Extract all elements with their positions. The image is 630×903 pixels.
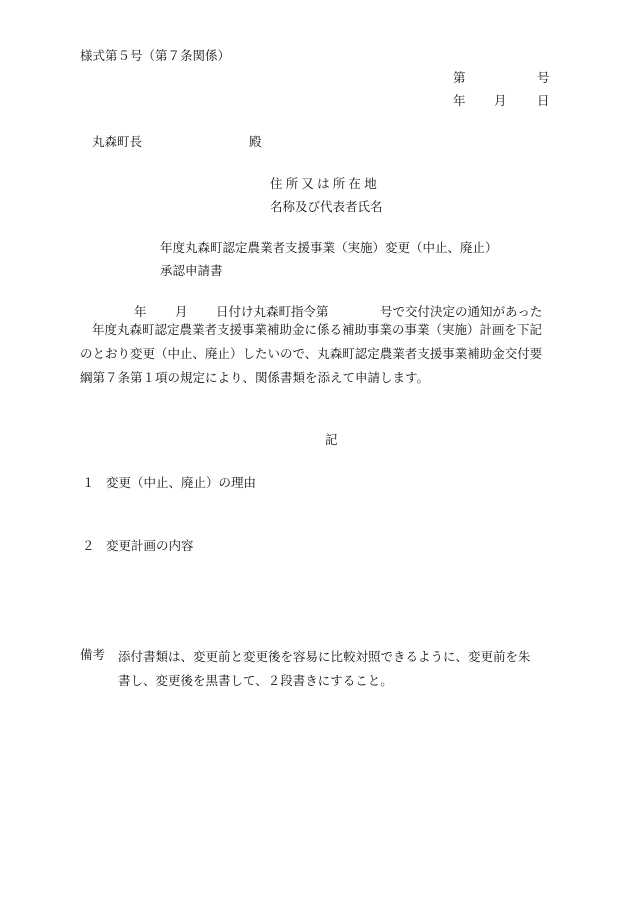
- body-paragraph: [80, 318, 560, 390]
- body-ref: 日付け丸森町指令第: [216, 304, 329, 319]
- body-month: 月: [175, 304, 188, 319]
- date-year: 年: [453, 93, 466, 108]
- date-month: 月: [494, 93, 507, 108]
- doc-number-prefix: 第: [453, 70, 466, 85]
- body-line-3: のとおり変更（中止、廃止）したいので、丸森町認定農業者支援事業補助金交付要: [80, 346, 543, 361]
- form-label: 様式第５号（第７条関係）: [80, 48, 231, 63]
- remarks-line-1: 添付書類は、変更前と変更後を容易に比較対照できるように、変更前を朱: [118, 649, 531, 664]
- body-line-4: 綱第７条第１項の規定により、関係書類を添えて申請します。: [80, 370, 430, 385]
- remarks-label: 備考: [80, 647, 106, 662]
- doc-number-suffix: 号: [537, 70, 550, 85]
- remarks-line-2: 書し、変更後を黒書して、２段書きにすること。: [118, 673, 393, 688]
- addressee-name: 丸森町長: [92, 134, 143, 149]
- item-1-number: １: [82, 475, 95, 490]
- body-tail: 号で交付決定の通知があった: [380, 304, 543, 319]
- item-2-text: 変更計画の内容: [106, 538, 194, 553]
- title-line-2: 承認申請書: [160, 263, 223, 278]
- body-year: 年: [134, 304, 147, 319]
- item-2-number: ２: [82, 538, 95, 553]
- remarks-body: [118, 645, 598, 693]
- date-day: 日: [537, 93, 550, 108]
- ki-heading: 記: [325, 432, 338, 447]
- body-line-2: 年度丸森町認定農業者支援事業補助金に係る補助事業の事業（実施）計画を下記: [92, 322, 543, 337]
- applicant-name-label: 名称及び代表者氏名: [270, 199, 383, 214]
- item-1-text: 変更（中止、廃止）の理由: [106, 475, 257, 490]
- applicant-address-label: 住所又は所在地: [270, 176, 380, 191]
- title-line-1: 年度丸森町認定農業者支援事業（実施）変更（中止、廃止）: [160, 240, 498, 255]
- addressee-honorific: 殿: [249, 134, 262, 149]
